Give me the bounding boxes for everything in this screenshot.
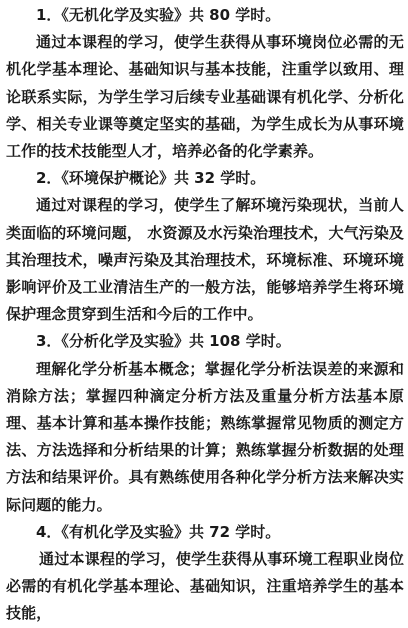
course-1-description: 通过本课程的学习，使学生获得从事环境岗位必需的无机化学基本理论、基础知识与基本技能，注重学以致用、理论联系实际，为学生学习后续专业基础课有机化学、分析化学、相关专业课等奠定坚实的基础，为学生成长为从事环境工作的技术技能型人才，培养必备的化学素养。: [6, 33, 404, 161]
course-3-heading: 3．《分析化学及实验》共 108 学时。: [36, 332, 291, 351]
course-4-description: 通过本课程的学习，使学生获得从事环境工程职业岗位必需的有机化学基本理论、基础知识，注重培养学生的基本技能，: [6, 550, 404, 623]
course-1-heading: 1．《无机化学及实验》共 80 学时。: [36, 6, 281, 24]
course-3-description: 理解化学分析基本概念；掌握化学分析法误差的来源和消除方法；掌握四种滴定分析方法及重量分析方法基本原理、基本计算和基本操作技能；熟练掌握常见物质的测定方法、方法选择和分析结果的计算；熟练掌握分析数据的处理方法和结果评价。具有熟练使用各种化学分析方法来解决实际问题的能力。: [6, 359, 404, 514]
course-4-heading: 4．《有机化学及实验》共 72 学时。: [36, 522, 281, 541]
course-2-heading: 2．《环境保护概论》共 32 学时。: [36, 169, 266, 188]
course-2-description: 通过对课程的学习，使学生了解环境污染现状，当前人类面临的环境问题， 水资源及水污染治理技术，大气污染及其治理技术，噪声污染及其治理技术，环境标准、环境环境影响评价及工业清洁生产的一般方法，能够培养学生将环境保护理念贯穿到生活和今后的工作中。: [6, 196, 404, 324]
